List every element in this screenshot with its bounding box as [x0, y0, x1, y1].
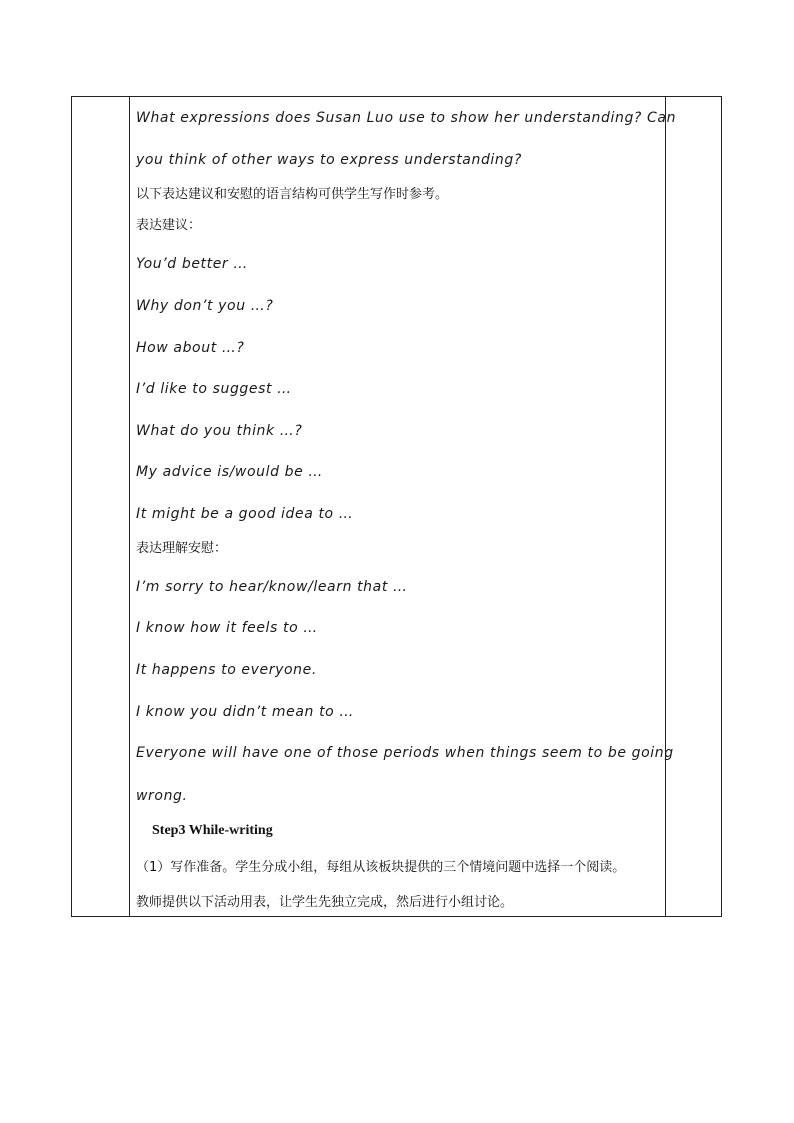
comfort-item: wrong. [136, 788, 188, 804]
step3-paragraph-line-2: 教师提供以下活动用表，让学生先独立完成，然后进行小组讨论。 [136, 895, 514, 910]
comfort-item: I know how it feels to … [136, 620, 318, 636]
right-column-divider [665, 97, 666, 916]
advice-heading: 表达建议： [136, 218, 202, 233]
comfort-heading: 表达理解安慰： [136, 541, 228, 556]
advice-item: How about …? [136, 340, 245, 356]
advice-item: I’d like to suggest … [136, 381, 292, 397]
advice-item: You’d better … [136, 256, 248, 272]
question-line-2: you think of other ways to express understanding? [136, 152, 522, 168]
advice-item: Why don’t you …? [136, 298, 274, 314]
step3-heading: Step3 While-writing [152, 823, 273, 838]
left-column-divider [129, 97, 130, 916]
advice-item: It might be a good idea to … [136, 506, 354, 522]
step3-paragraph-line-1: （1）写作准备。学生分成小组，每组从该板块提供的三个情境问题中选择一个阅读。 [136, 860, 626, 875]
comfort-item: I’m sorry to hear/know/learn that … [136, 579, 408, 595]
comfort-item: Everyone will have one of those periods when things seem to be going [136, 745, 674, 761]
advice-item: My advice is/would be … [136, 464, 323, 480]
comfort-item: It happens to everyone. [136, 662, 317, 678]
reference-note: 以下表达建议和安慰的语言结构可供学生写作时参考。 [136, 187, 449, 202]
comfort-item: I know you didn’t mean to … [136, 704, 354, 720]
question-line-1: What expressions does Susan Luo use to show her understanding? Can [136, 110, 677, 126]
advice-item: What do you think …? [136, 423, 303, 439]
